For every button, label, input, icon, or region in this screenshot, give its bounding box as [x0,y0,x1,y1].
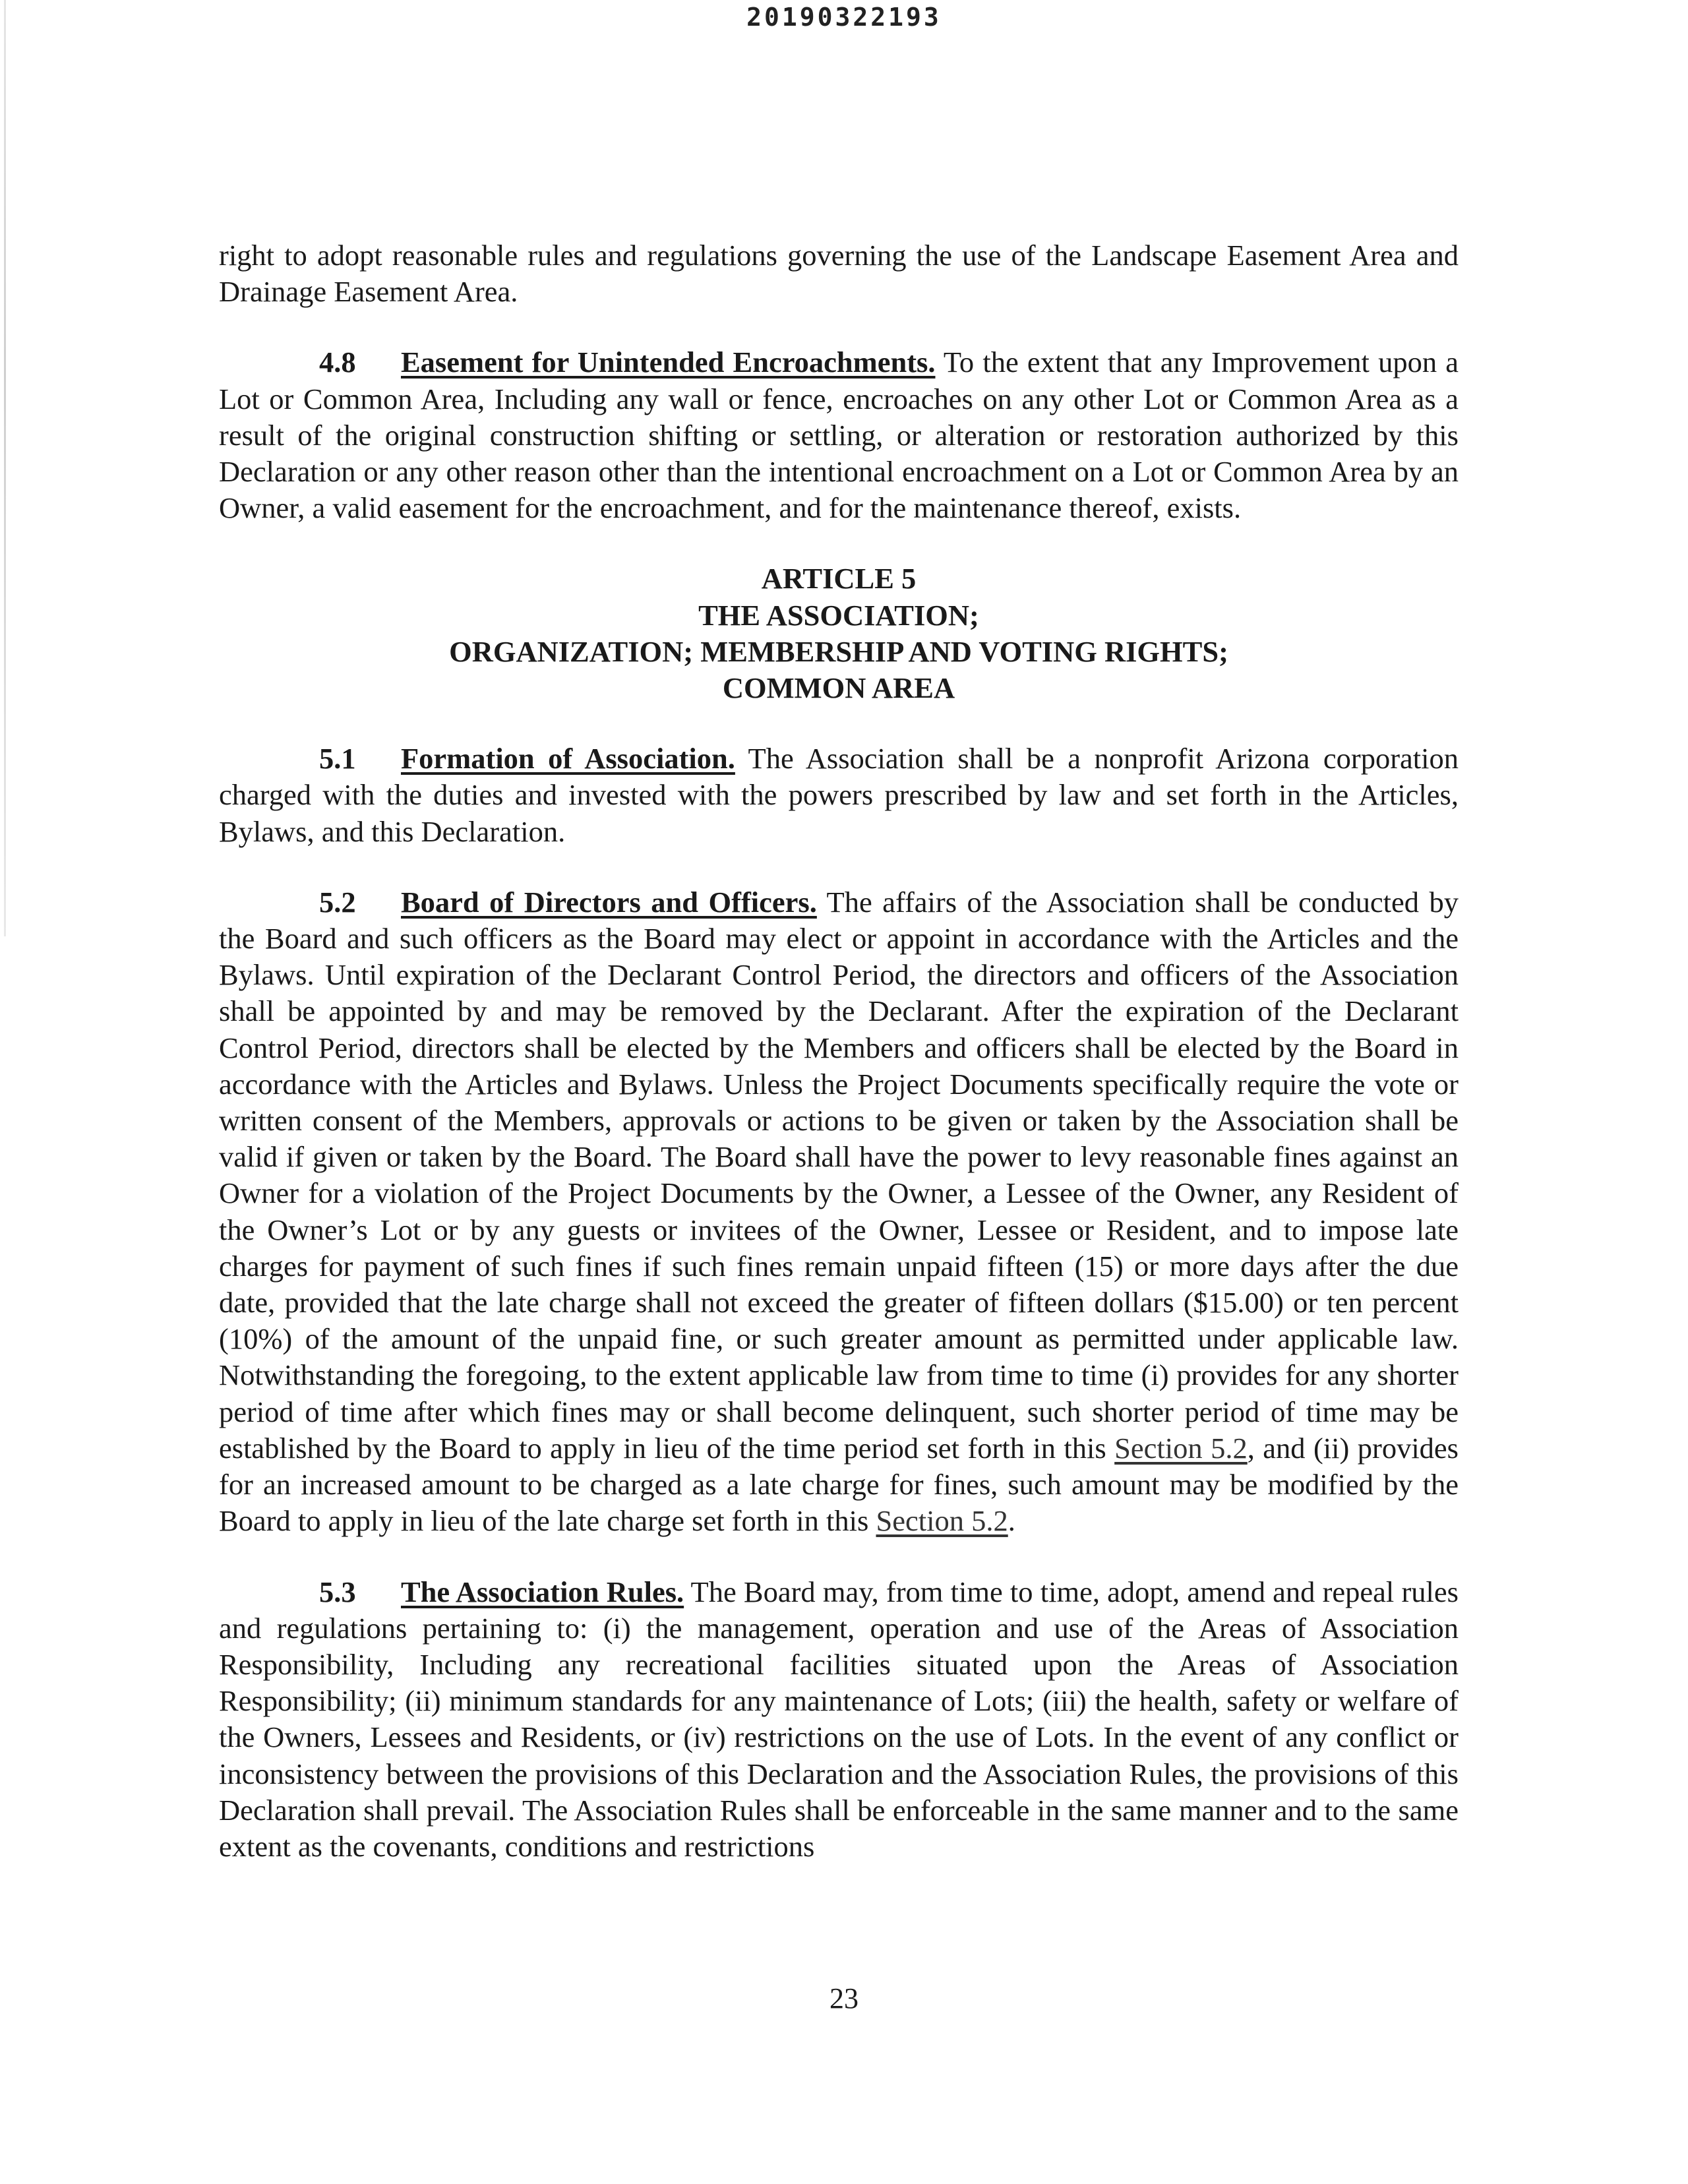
article-heading [219,561,1459,706]
section-text: The affairs of the Association shall be conducted by the Board and such officers as the Board may elect or appoint in accordance with the Articles and the Bylaws. Until expiration of the Declarant Control Period, the directors and officers of the Association shall be appointed by and may be removed by the Declarant. After the expiration of the Declarant Control Period, directors shall be elected by the Members and officers shall be elected by the Board in accordance with the Articles and Bylaws. Unless the Project Documents specifically require the vote or written consent of the Members, approvals or actions to be given or taken by the Association shall be valid if given or taken by the Board. The Board shall have the power to levy reasonable fines against an Owner for a violation of the Project Documents by the Owner, a Lessee of the Owner, any Resident of the Owner’s Lot or by any guests or invitees of the Owner, Lessee or Resident, and to impose late charges for payment of such fines if such fines remain unpaid fifteen (15) or more days after the due date, provided that the late charge shall not exceed the greater of fifteen dollars ($15.00) or ten percent (10%) of the amount of the unpaid fine, or such greater amount as permitted under applicable law. Notwithstanding the foregoing, to the extent applicable law from time to time (i) provides for any shorter period of time after which fines may or shall become delinquent, such shorter period of time may be established by the Board to apply in lieu of the time period set forth in this [219,885,1459,1465]
section-cross-reference[interactable]: Section 5.2 [1114,1431,1248,1465]
article-title-line-1: THE ASSOCIATION; [698,598,979,632]
section-text: , and (ii) provides for an increased amount to be charged as a late charge for fines, such amount may be modified by the Board to apply in lieu of the late charge set forth in this [219,1431,1459,1538]
section-5-3 [219,1574,1459,1866]
section-heading: Easement for Unintended Encroachments. [401,346,936,379]
section-4-8 [219,344,1459,526]
section-cross-reference[interactable]: Section 5.2 [876,1504,1008,1538]
section-number: 5.3 [319,1575,356,1608]
section-heading: Board of Directors and Officers. [401,885,817,919]
section-heading: The Association Rules. [401,1575,684,1608]
section-text: To the extent that any Improvement upon a Lot or Common Area, Including any wall or fence, encroaches on any other Lot or Common Area as a result of the original construction shifting or settling, or alteration or restoration authorized by this Declaration or any other reason other than the intentional encroachment on a Lot or Common Area by an Owner, a valid easement for the encroachment, and for the maintenance thereof, exists. [219,346,1459,525]
section-number: 4.8 [319,346,356,379]
section-number: 5.1 [319,742,356,775]
recording-number: 20190322193 [746,3,942,32]
section-text: The Board may, from time to time, adopt, amend and repeal rules and regulations pertaining to: (i) the management, operation and use of the Areas of Association Responsibility, Including any recreational facilities situated upon the Areas of Association Responsibility; (ii) minimum standards for any maintenance of Lots; (iii) the health, safety or welfare of the Owners, Lessees and Residents, or (iv) restrictions on the use of Lots. In the event of any conflict or inconsistency between the provisions of this Declaration and the Association Rules, the provisions of this Declaration shall prevail. The Association Rules shall be enforceable in the same manner and to the same extent as the covenants, conditions and restrictions [219,1575,1459,1863]
article-title-line-2: ORGANIZATION; MEMBERSHIP AND VOTING RIGHTS; [449,634,1228,668]
section-heading: Formation of Association. [401,742,735,775]
article-number: ARTICLE 5 [761,562,917,595]
scan-edge-artifact [4,0,6,936]
intro-paragraph: right to adopt reasonable rules and regulations governing the use of the Landscape Easement Area and Drainage Easement Area. [219,239,1459,309]
section-5-1 [219,741,1459,850]
section-5-2 [219,884,1459,1540]
article-title-line-3: COMMON AREA [722,671,955,705]
section-text: The Association shall be a nonprofit Arizona corporation charged with the duties and invested with the powers prescribed by law and set forth in the Articles, Bylaws, and this Declaration. [219,742,1459,848]
document-body [219,237,1459,1865]
page-number: 23 [829,1982,859,2015]
section-text: . [1008,1504,1015,1538]
section-number: 5.2 [319,885,356,919]
